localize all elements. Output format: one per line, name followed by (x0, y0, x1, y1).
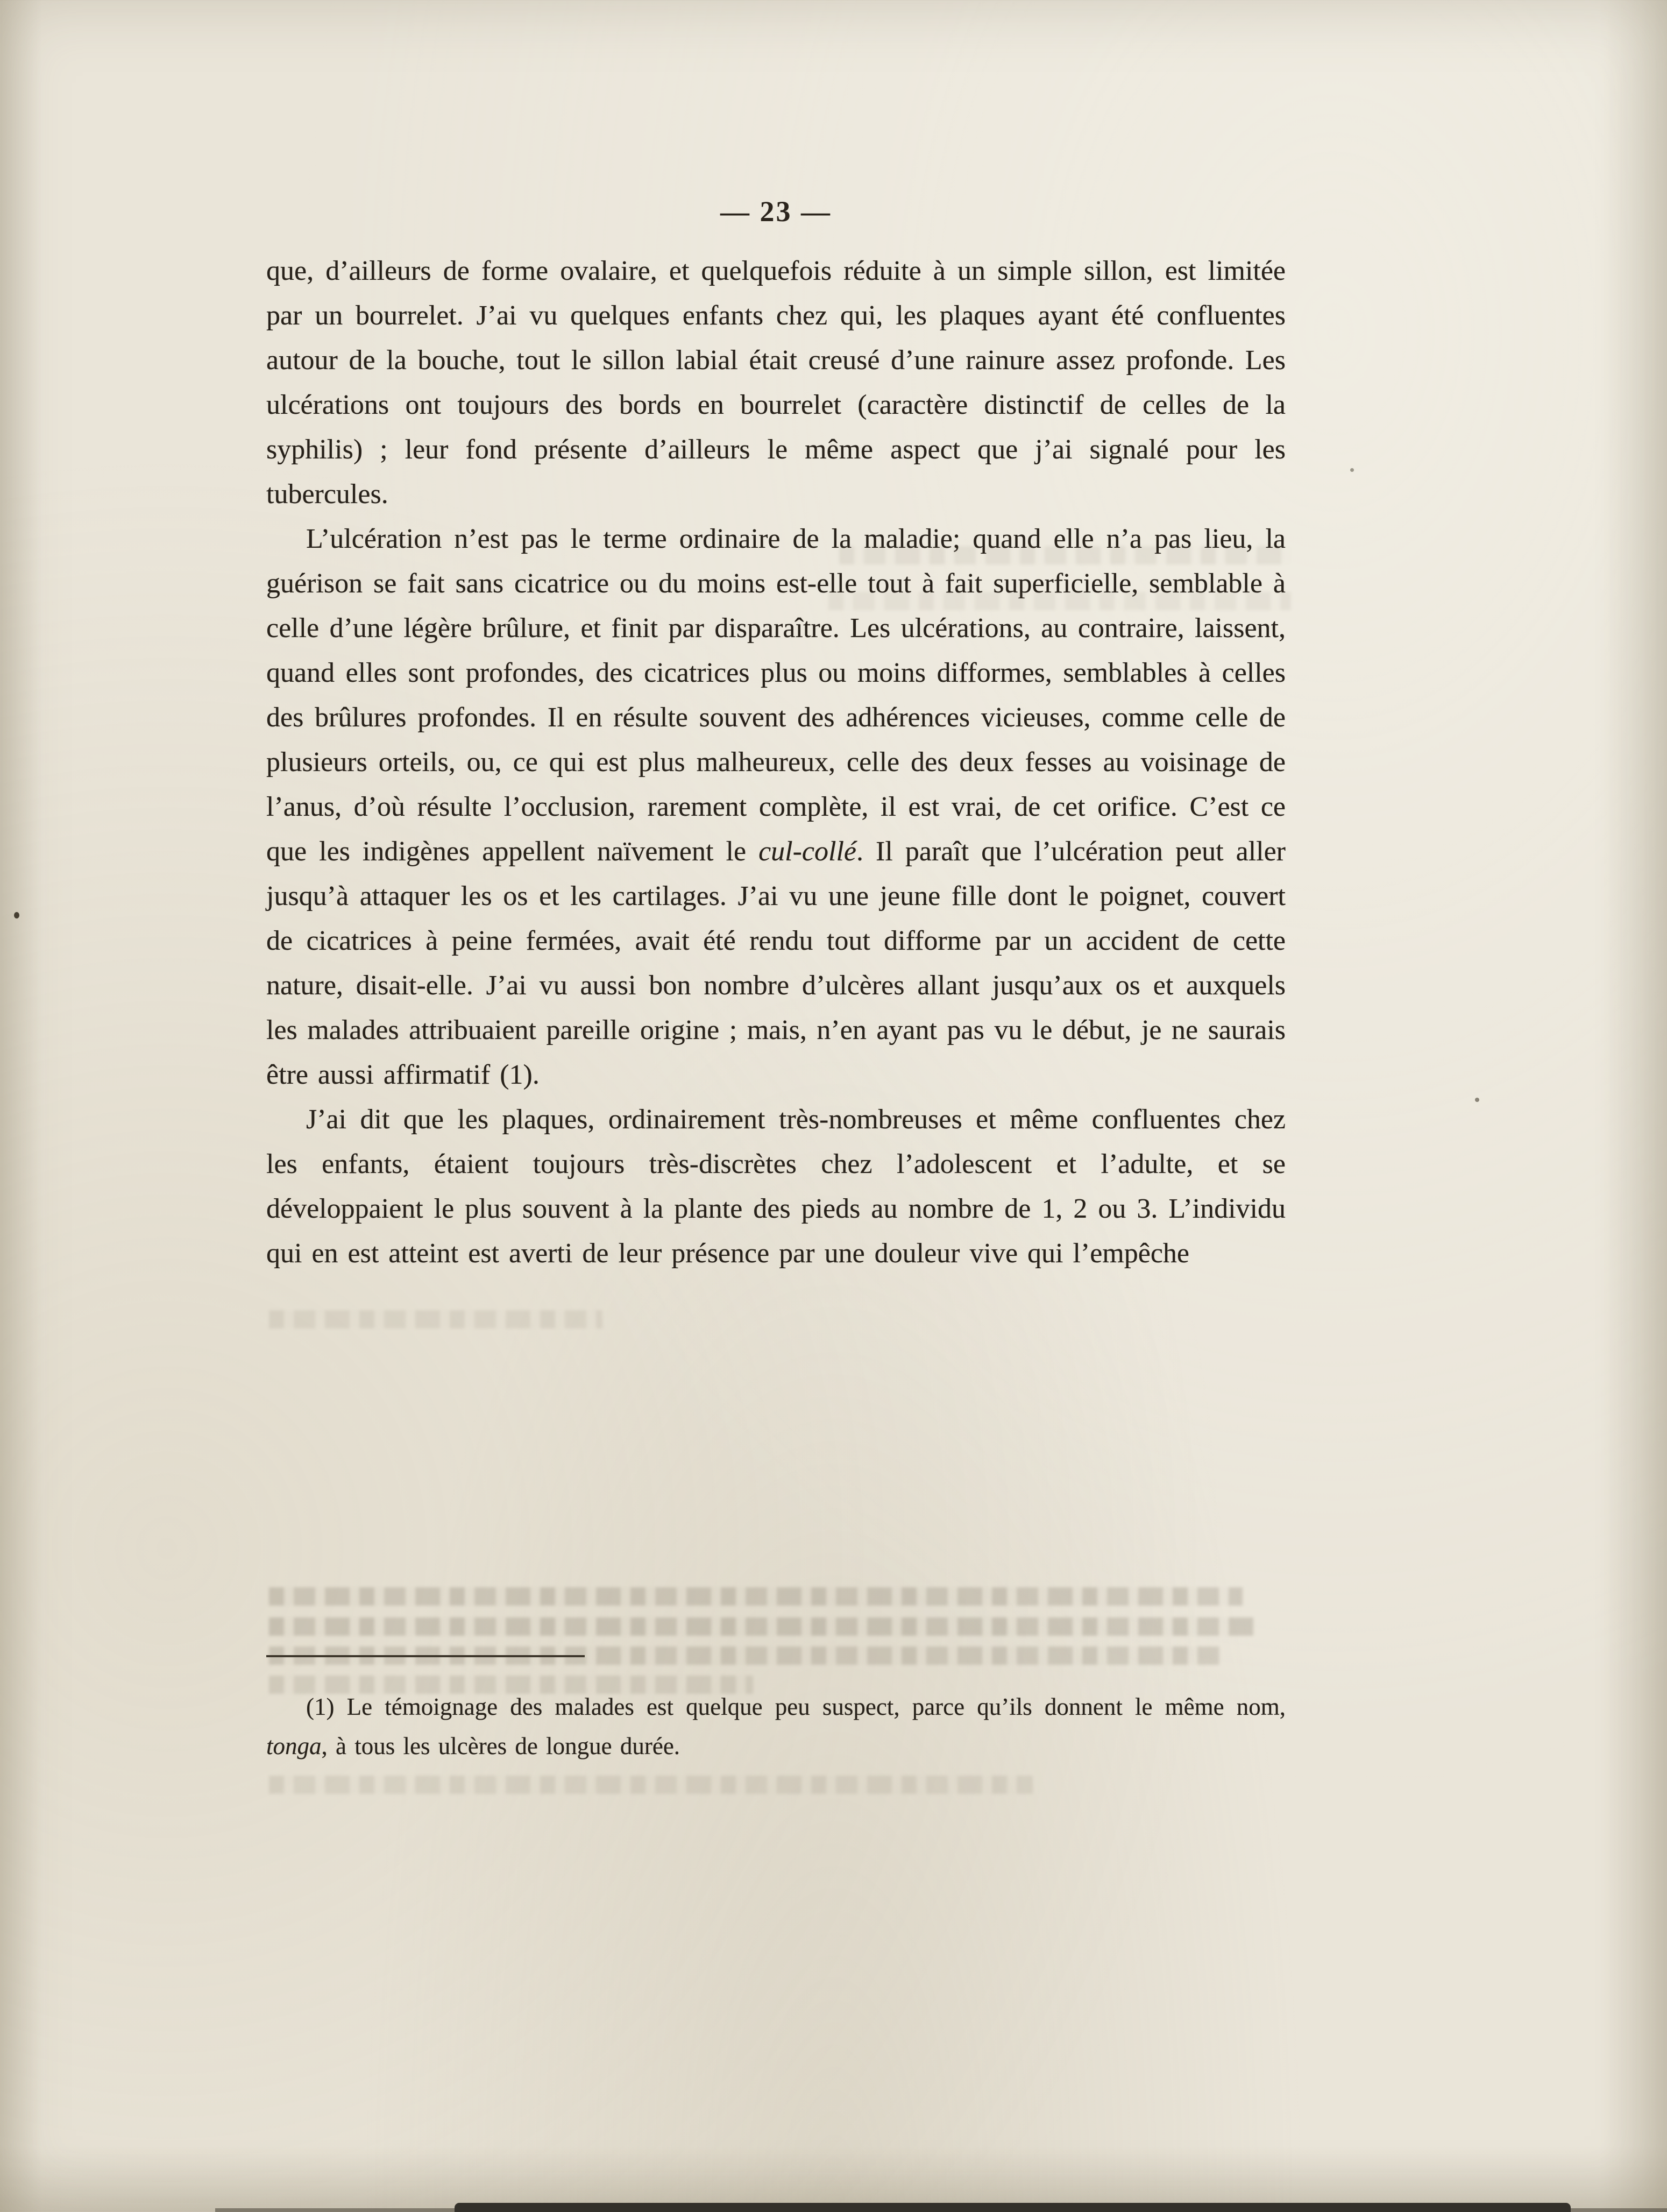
footnote-rule (266, 1655, 585, 1657)
paragraph-text: L’ulcération n’est pas le terme ordinaire de la maladie; quand elle n’a pas lieu, la guérison se fait sans cicatrice ou du moins est-elle tout à fait superficielle, semblable à celle d’une légère brûlure, et finit par disparaître. Les ulcérations, au contraire, laissent, quand elles sont profondes, des cicatrices plus ou moins difformes, semblables à celles des brûlures profondes. Il en résulte souvent des adhérences vicieuses, comme celle de plusieurs orteils, ou, ce qui est plus malheureux, celle des deux fesses au voisinage de l’anus, d’où résulte l’occlusion, rarement complète, il est vrai, de cet orifice. C’est ce que les indigènes appellent naïvement le (266, 524, 1286, 867)
bleedthrough-artifact (269, 1776, 1033, 1794)
bleedthrough-artifact (269, 1310, 602, 1328)
footnote-text: , à tous les ulcères de longue durée. (321, 1733, 680, 1759)
ink-speck (1475, 1098, 1479, 1102)
scan-edge-artifact (455, 2203, 1571, 2212)
page-body (266, 249, 1286, 1276)
ink-speck (1350, 468, 1354, 472)
page-number: — 23 — (720, 195, 832, 228)
italic-term: cul-collé (758, 836, 856, 867)
paragraph-plaques: J’ai dit que les plaques, ordinairement très-nombreuses et même confluentes chez les enfants, étaient toujours très-discrètes chez l’adolescent et l’adulte, et se développaient le plus souvent à la plante des pieds au nombre de 1, 2 ou 3. L’individu qui en est atteint est averti de leur présence par une douleur vive qui l’empêche (266, 1104, 1286, 1269)
footnote (266, 1687, 1286, 1766)
paragraph-text: . Il paraît que l’ulcération peut aller jusqu’à attaquer les os et les cartilages. J’ai vu une jeune fille dont le poignet, couvert de cicatrices à peine fermées, avait été rendu tout difforme par un accident de cette nature, disait-elle. J’ai vu aussi bon nombre d’ulcères allant jusqu’aux os et auxquels les malades attribuaient pareille origine ; mais, n’en ayant pas vu le début, je ne saurais être aussi affirmatif (1). (266, 836, 1286, 1090)
ink-speck (14, 912, 19, 918)
bleedthrough-artifact (269, 1587, 1243, 1606)
bleedthrough-artifact (269, 1617, 1253, 1636)
paragraph-ulceration (266, 517, 1286, 1097)
paragraph-continuation: que, d’ailleurs de forme ovalaire, et quelquefois réduite à un simple sillon, est limitée par un bourrelet. J’ai vu quelques enfants chez qui, les plaques ayant été confluentes autour de la bouche, tout le sillon labial était creusé d’une rainure assez profonde. Les ulcérations ont toujours des bords en bourrelet (caractère distinctif de celles de la syphilis) ; leur fond présente d’ailleurs le même aspect que j’ai signalé pour les tubercules. (266, 256, 1286, 510)
footnote-text: (1) Le témoignage des malades est quelque peu suspect, parce qu’ils donnent le même nom, (306, 1693, 1286, 1720)
footnote-italic-term: tonga (266, 1733, 322, 1759)
